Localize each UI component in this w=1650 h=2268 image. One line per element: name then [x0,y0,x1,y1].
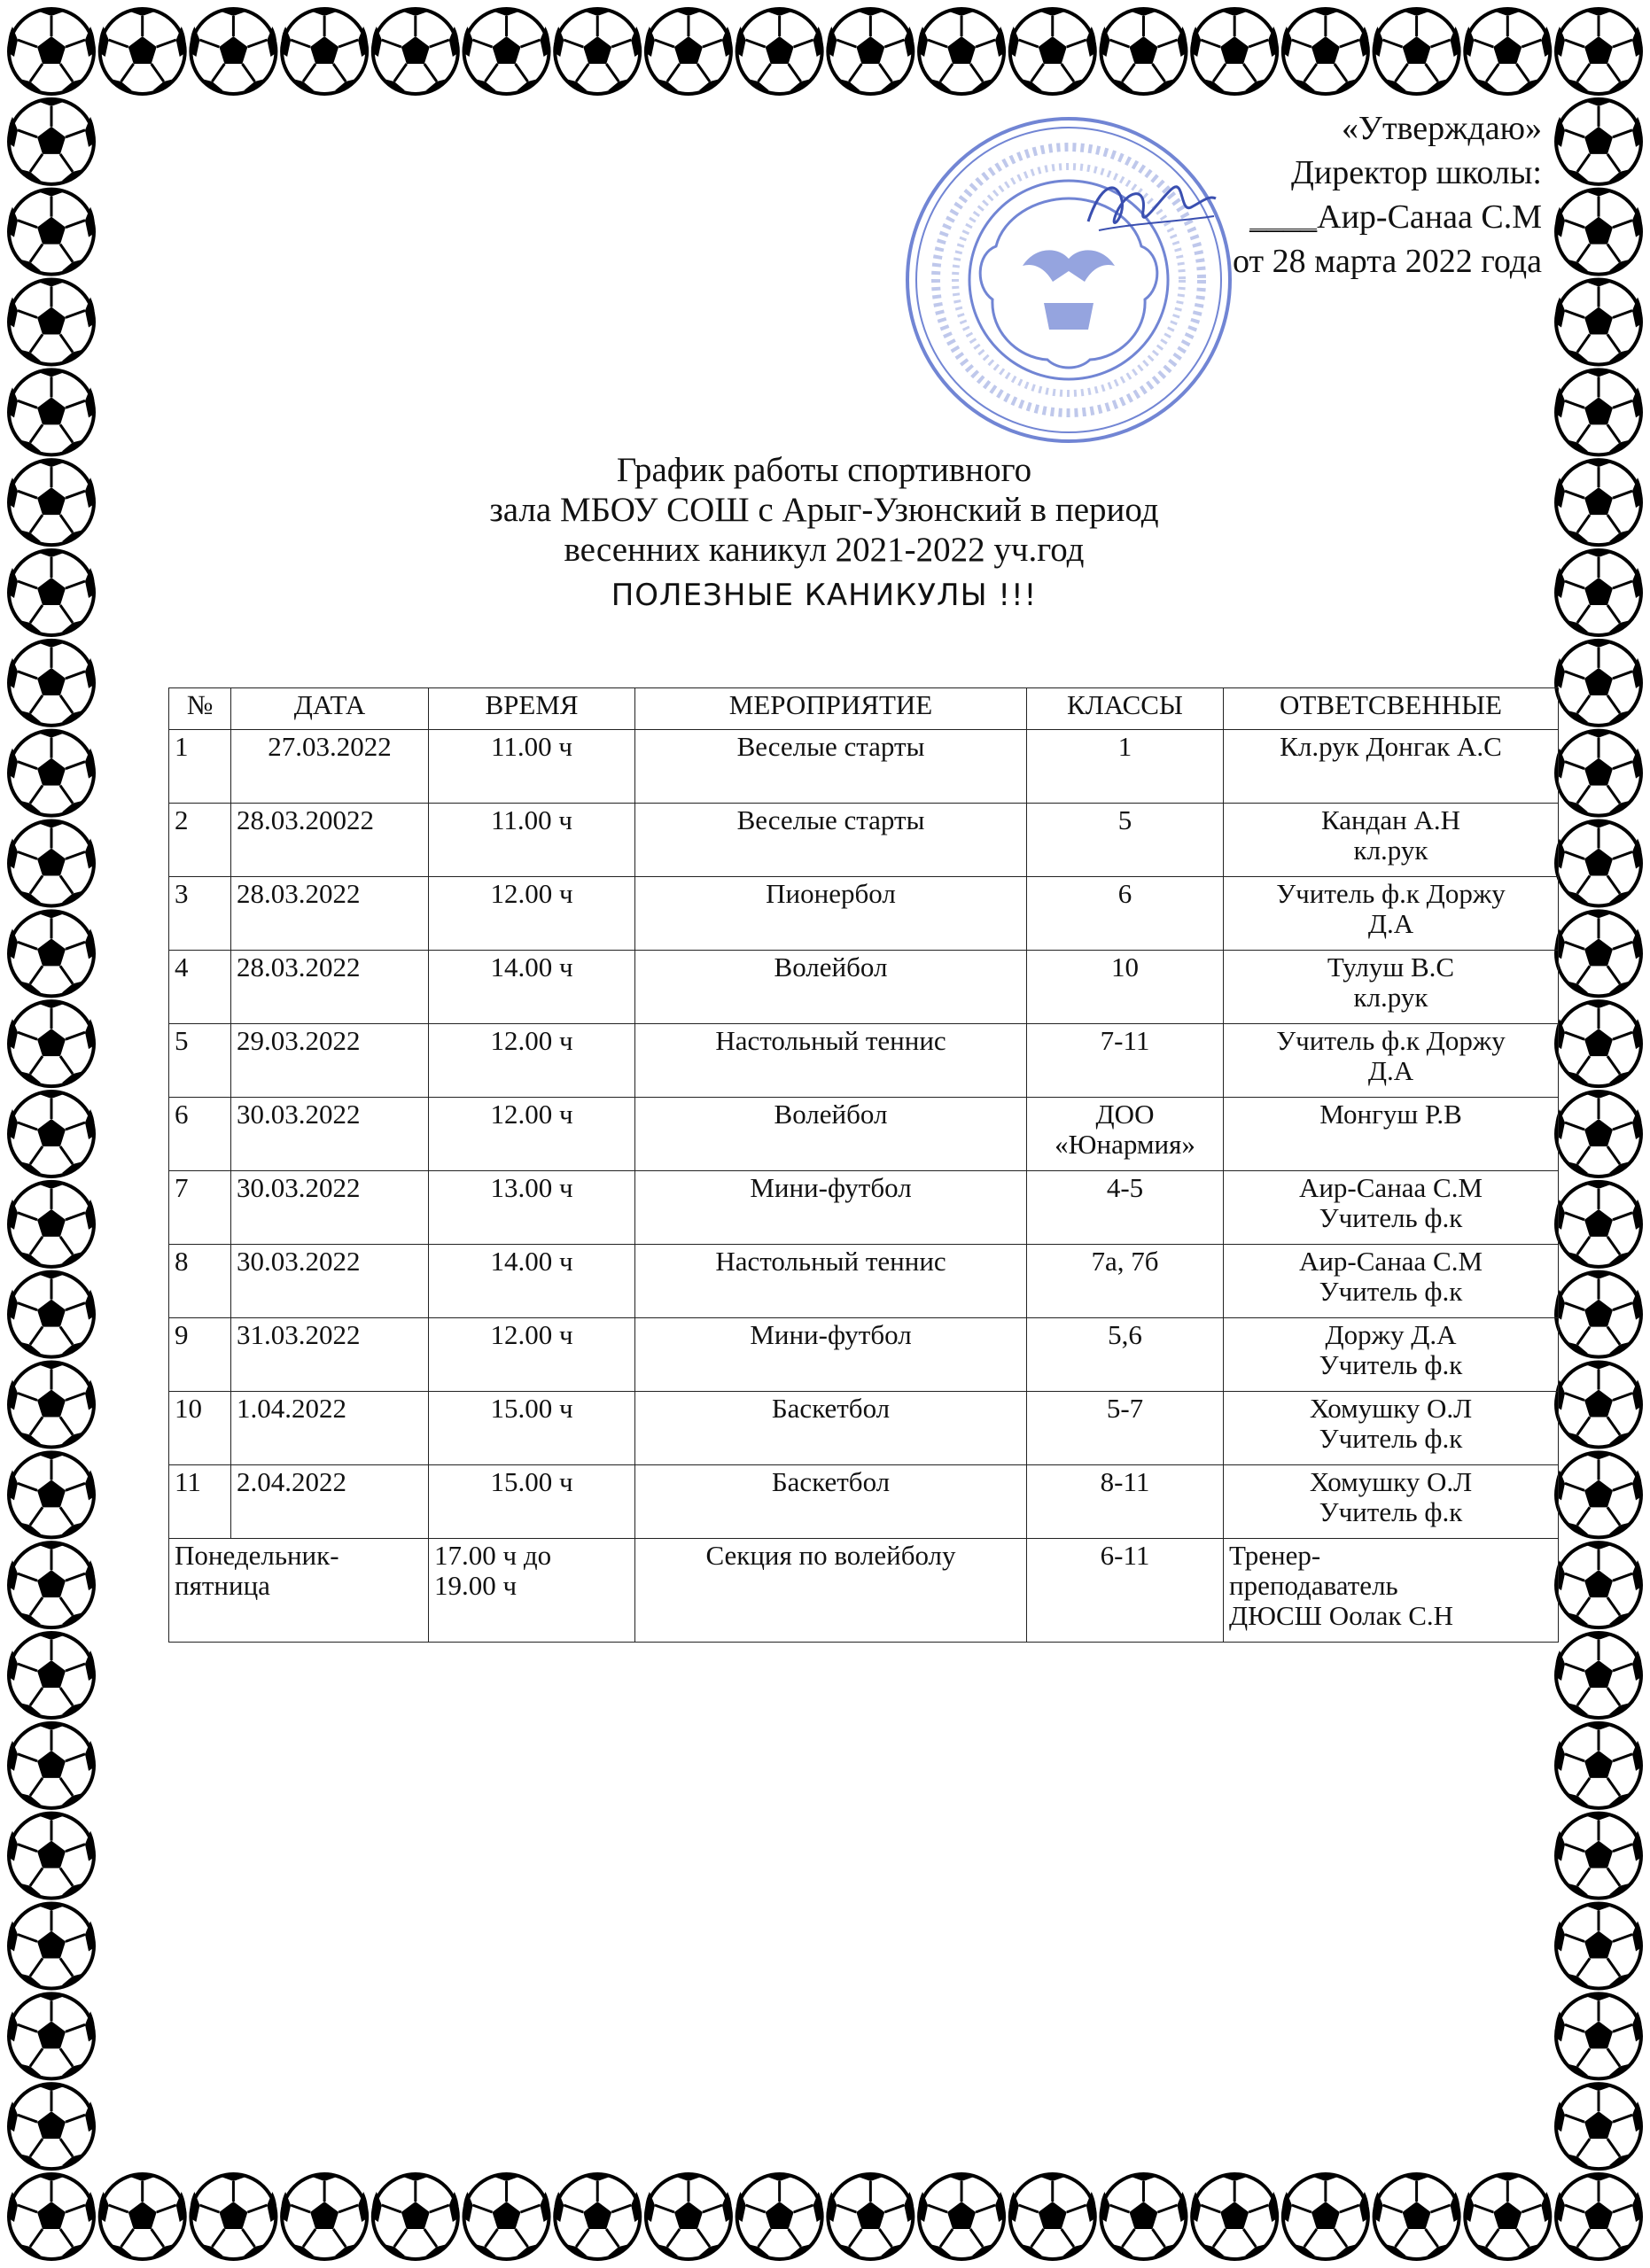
cell-event: Пионербол [635,877,1027,951]
cell-time: 17.00 ч до 19.00 ч [429,1539,635,1643]
soccer-ball-icon [1555,1631,1642,1718]
cell-event: Веселые старты [635,730,1027,804]
cell-time: 12.00 ч [429,1098,635,1171]
soccer-ball-icon [1555,97,1642,184]
cell-date: 28.03.20022 [231,804,429,877]
cell-event: Секция по волейболу [635,1539,1027,1643]
cell-event: Веселые старты [635,804,1027,877]
cell-num: 6 [169,1098,231,1171]
soccer-ball-icon [1101,7,1187,94]
cell-event: Баскетбол [635,1392,1027,1465]
approval-date: от 28 марта 2022 года [1233,243,1542,280]
soccer-ball-icon [645,2172,732,2259]
cell-event: Настольный теннис [635,1245,1027,1318]
soccer-ball-icon [281,7,368,94]
soccer-ball-icon [8,369,95,455]
cell-days: Понедельник- пятница [169,1539,429,1643]
soccer-ball-icon [191,2172,277,2259]
table-row [169,730,1559,804]
cell-responsible: Хомушку О.Л Учитель ф.к [1224,1465,1559,1539]
header-classes: КЛАССЫ [1027,688,1224,730]
soccer-ball-icon [1555,2172,1642,2259]
soccer-ball-icon [8,2172,95,2259]
soccer-ball-icon [8,1542,95,1628]
cell-event: Волейбол [635,951,1027,1024]
cell-responsible: Учитель ф.к Доржу Д.А [1224,877,1559,951]
soccer-ball-icon [1555,278,1642,365]
cell-classes: 5-7 [1027,1392,1224,1465]
soccer-ball-icon [1374,2172,1460,2259]
soccer-ball-icon [8,729,95,816]
cell-date: 29.03.2022 [231,1024,429,1098]
header-num: № [169,688,231,730]
cell-event: Волейбол [635,1098,1027,1171]
table-row [169,1024,1559,1098]
table-row [169,804,1559,877]
soccer-ball-icon [8,1000,95,1087]
soccer-ball-icon [1555,819,1642,906]
soccer-ball-icon [1101,2172,1187,2259]
soccer-ball-icon [645,7,732,94]
cell-responsible: Доржу Д.А Учитель ф.к [1224,1318,1559,1392]
cell-time: 12.00 ч [429,1024,635,1098]
cell-classes: 6-11 [1027,1539,1224,1643]
table-row [169,1098,1559,1171]
soccer-ball-icon [1282,7,1369,94]
schedule-table [168,687,1559,1643]
table-row [169,1465,1559,1539]
cell-responsible: Учитель ф.к Доржу Д.А [1224,1024,1559,1098]
cell-responsible: Монгуш Р.В [1224,1098,1559,1171]
cell-responsible: Аир-Санаа С.М Учитель ф.к [1224,1245,1559,1318]
soccer-ball-icon [736,7,823,94]
soccer-ball-icon [1555,729,1642,816]
soccer-ball-icon [1464,7,1551,94]
soccer-ball-icon [1555,1361,1642,1448]
cell-date: 1.04.2022 [231,1392,429,1465]
soccer-ball-icon [1555,188,1642,275]
director-signature [1081,168,1223,248]
cell-classes: ДОО «Юнармия» [1027,1098,1224,1171]
soccer-ball-icon [8,7,95,94]
cell-classes: 7-11 [1027,1024,1224,1098]
soccer-ball-icon [8,278,95,365]
soccer-ball-icon [1555,1451,1642,1538]
approval-name: ____Аир-Санаа С.М [1249,198,1542,236]
cell-date: 27.03.2022 [231,730,429,804]
table-row [169,877,1559,951]
soccer-ball-icon [1555,639,1642,726]
table-row [169,951,1559,1024]
soccer-ball-icon [8,910,95,997]
cell-date: 30.03.2022 [231,1245,429,1318]
soccer-ball-icon [1555,1721,1642,1808]
table-row-section [169,1539,1559,1643]
cell-responsible: Аир-Санаа С.М Учитель ф.к [1224,1171,1559,1245]
header-date: ДАТА [231,688,429,730]
soccer-ball-icon [1555,1090,1642,1177]
soccer-ball-icon [8,1361,95,1448]
slogan: ПОЛЕЗНЫЕ КАНИКУЛЫ !!! [611,578,1038,613]
soccer-ball-icon [8,1812,95,1899]
soccer-ball-icon [372,2172,459,2259]
cell-classes: 5,6 [1027,1318,1224,1392]
soccer-ball-icon [8,1902,95,1989]
cell-num: 7 [169,1171,231,1245]
cell-num: 11 [169,1465,231,1539]
soccer-ball-icon [1555,910,1642,997]
soccer-ball-icon [8,1270,95,1357]
soccer-ball-icon [8,1180,95,1267]
soccer-ball-icon [8,1090,95,1177]
soccer-ball-icon [8,188,95,275]
cell-time: 11.00 ч [429,804,635,877]
header-responsible: ОТВЕТСВЕННЫЕ [1224,688,1559,730]
soccer-ball-icon [1555,1812,1642,1899]
soccer-ball-icon [191,7,277,94]
soccer-ball-icon [8,1631,95,1718]
approval-position: Директор школы: [1290,154,1542,191]
cell-num: 4 [169,951,231,1024]
cell-time: 14.00 ч [429,1245,635,1318]
soccer-ball-icon [1009,2172,1096,2259]
cell-date: 31.03.2022 [231,1318,429,1392]
cell-date: 2.04.2022 [231,1465,429,1539]
soccer-ball-icon [554,2172,641,2259]
soccer-ball-icon [372,7,459,94]
cell-classes: 7а, 7б [1027,1245,1224,1318]
soccer-ball-icon [463,7,550,94]
cell-classes: 10 [1027,951,1224,1024]
header-time: ВРЕМЯ [429,688,635,730]
title-line-1: График работы спортивного [616,451,1032,489]
soccer-ball-icon [99,2172,186,2259]
soccer-ball-icon [1282,2172,1369,2259]
table-row [169,1318,1559,1392]
cell-date: 30.03.2022 [231,1171,429,1245]
cell-event: Мини-футбол [635,1318,1027,1392]
soccer-ball-icon [1009,7,1096,94]
soccer-ball-icon [8,639,95,726]
cell-date: 30.03.2022 [231,1098,429,1171]
soccer-ball-icon [1555,1180,1642,1267]
cell-num: 10 [169,1392,231,1465]
soccer-ball-icon [1555,1902,1642,1989]
cell-classes: 1 [1027,730,1224,804]
cell-time: 15.00 ч [429,1465,635,1539]
title-line-3: весенних каникул 2021-2022 уч.год [564,531,1085,569]
soccer-ball-icon [1555,1000,1642,1087]
cell-event: Мини-футбол [635,1171,1027,1245]
cell-time: 14.00 ч [429,951,635,1024]
soccer-ball-icon [8,1992,95,2079]
soccer-ball-icon [554,7,641,94]
cell-classes: 6 [1027,877,1224,951]
soccer-ball-icon [8,1721,95,1808]
cell-time: 12.00 ч [429,877,635,951]
cell-responsible: Тренер- преподаватель ДЮСШ Оолак С.Н [1224,1539,1559,1643]
soccer-ball-icon [8,819,95,906]
soccer-ball-icon [736,2172,823,2259]
cell-num: 3 [169,877,231,951]
soccer-ball-icon [828,2172,915,2259]
soccer-ball-icon [8,97,95,184]
approval-title: «Утверждаю» [1342,110,1542,147]
title-line-2: зала МБОУ СОШ с Арыг-Узюнский в период [489,491,1159,529]
document-title [372,450,1276,570]
table-row [169,1392,1559,1465]
soccer-ball-icon [1191,7,1278,94]
table-header-row [169,688,1559,730]
cell-classes: 4-5 [1027,1171,1224,1245]
cell-classes: 8-11 [1027,1465,1224,1539]
soccer-ball-icon [463,2172,550,2259]
cell-time: 12.00 ч [429,1318,635,1392]
cell-num: 8 [169,1245,231,1318]
cell-time: 13.00 ч [429,1171,635,1245]
cell-event: Настольный теннис [635,1024,1027,1098]
soccer-ball-icon [8,2083,95,2170]
soccer-ball-icon [1555,1270,1642,1357]
soccer-ball-icon [1555,1992,1642,2079]
soccer-ball-icon [1555,7,1642,94]
cell-responsible: Хомушку О.Л Учитель ф.к [1224,1392,1559,1465]
soccer-ball-icon [1555,369,1642,455]
header-event: МЕРОПРИЯТИЕ [635,688,1027,730]
cell-responsible: Тулуш В.С кл.рук [1224,951,1559,1024]
soccer-ball-icon [1555,459,1642,546]
cell-event: Баскетбол [635,1465,1027,1539]
soccer-ball-icon [1555,2083,1642,2170]
cell-responsible: Кандан А.Н кл.рук [1224,804,1559,877]
cell-num: 9 [169,1318,231,1392]
soccer-ball-icon [1191,2172,1278,2259]
cell-date: 28.03.2022 [231,877,429,951]
cell-num: 5 [169,1024,231,1098]
soccer-ball-icon [8,548,95,635]
soccer-ball-icon [1555,548,1642,635]
soccer-ball-icon [8,1451,95,1538]
cell-time: 11.00 ч [429,730,635,804]
soccer-ball-icon [918,2172,1005,2259]
soccer-ball-icon [918,7,1005,94]
cell-classes: 5 [1027,804,1224,877]
cell-time: 15.00 ч [429,1392,635,1465]
cell-responsible: Кл.рук Донгак А.С [1224,730,1559,804]
table-row [169,1171,1559,1245]
cell-date: 28.03.2022 [231,951,429,1024]
soccer-ball-icon [99,7,186,94]
soccer-ball-icon [1555,1542,1642,1628]
table-row [169,1245,1559,1318]
soccer-ball-icon [1464,2172,1551,2259]
soccer-ball-icon [1374,7,1460,94]
school-stamp [902,113,1235,447]
soccer-ball-icon [281,2172,368,2259]
soccer-ball-icon [8,459,95,546]
cell-num: 2 [169,804,231,877]
soccer-ball-icon [828,7,915,94]
cell-num: 1 [169,730,231,804]
